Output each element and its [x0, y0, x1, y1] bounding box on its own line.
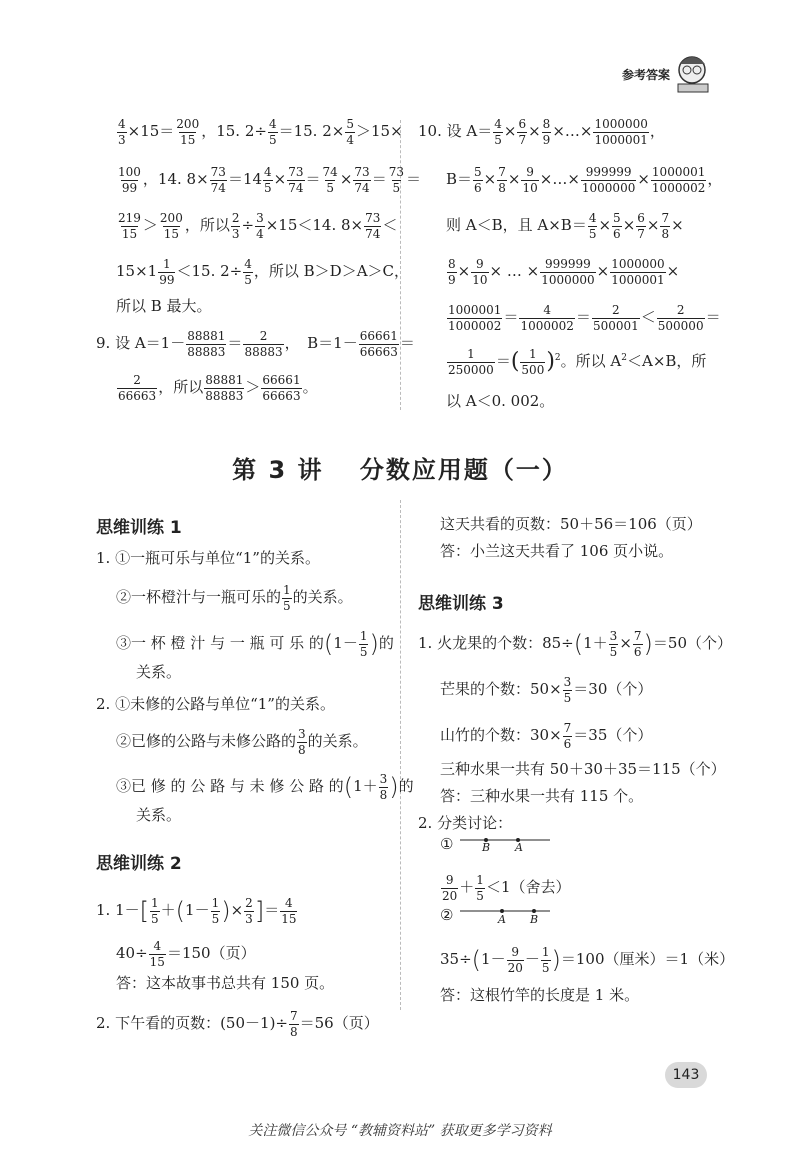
left-line-4: 关系。: [136, 663, 182, 681]
left-line-10: 40÷ $\frac{4}{15}$ ＝150（页）: [116, 939, 256, 969]
section-heading-2: 思维训练 2: [96, 854, 182, 874]
section-heading-1: 思维训练 1: [96, 518, 182, 538]
top-right-line-3: 则 A＜B，且 A×B＝ $\frac{4}{5}$ × $\frac{5}{6}$ × $\frac{6}{7}$ × $\frac{7}{8}$ ×: [446, 211, 684, 241]
column-divider-bottom: [400, 500, 401, 1010]
top-left-line-1: $\frac{4}{3}$ ×15＝ $\frac{200}{15}$ ，15. 2÷ $\frac{4}{5}$ ＝15. 2× $\frac{5}{4}$ ＞15×: [118, 117, 403, 147]
right-line-3: 1. 火龙果的个数：85÷(1＋ $\frac{3}{5}$ × $\frac{7}{6}$ )＝50（个）: [418, 629, 732, 659]
right-line-10: 35÷(1－ $\frac{9}{20}$ － $\frac{1}{5}$ )＝100（厘米）＝1（米）: [440, 945, 735, 975]
segment-diagram-1: [458, 832, 558, 856]
left-line-12: 2. 下午看的页数：(50－1)÷ $\frac{7}{8}$ ＝56（页）: [96, 1009, 379, 1039]
top-left-line-6: 9. 设 A＝1－ $\frac{88881}{88883}$ ＝ $\frac{2}{88883}$ ， B＝1－ $\frac{66661}{66663}$ ＝: [96, 329, 415, 359]
left-line-8: 关系。: [136, 806, 182, 824]
top-right-line-4: $\frac{8}{9}$ × $\frac{9}{10}$ × … × $\frac{999999}{1000000}$ × $\frac{1000000}{1000001}$ ×: [448, 257, 680, 287]
right-line-6: 三种水果一共有 50＋30＋35＝115（个）: [440, 760, 726, 778]
left-line-6: ②已修的公路与未修公路的 $\frac{3}{8}$ 的关系。: [116, 727, 368, 757]
right-line-8: 2. 分类讨论：: [418, 814, 513, 832]
cartoon-girl-reading-icon: [672, 52, 714, 96]
left-line-5: 2. ①未修的公路与单位“1”的关系。: [96, 695, 335, 713]
left-line-3: ③一 杯 橙 汁 与 一 瓶 可 乐 的(1－ $\frac{1}{5}$ )的: [116, 629, 394, 659]
segment-1-label-b: B: [482, 841, 491, 854]
top-right-line-7: 以 A＜0. 002。: [446, 392, 555, 410]
top-right-line-1: 10. 设 A＝ $\frac{4}{5}$ × $\frac{6}{7}$ × $\frac{8}{9}$ ×…× $\frac{1000000}{1000001}$ ，: [418, 117, 665, 147]
segment-1-marker: ①: [440, 835, 454, 853]
section-heading-3: 思维训练 3: [418, 594, 504, 614]
segment-2-label-b: B: [530, 913, 539, 926]
segment-2-label-a: A: [498, 913, 506, 926]
top-right-line-2: B＝ $\frac{5}{6}$ × $\frac{7}{8}$ × $\frac{9}{10}$ ×…× $\frac{999999}{1000000}$ × $\frac{1000001}{1000002}$ ，: [446, 165, 723, 195]
right-line-2: 答：小兰这天共看了 106 页小说。: [440, 542, 674, 560]
page-number: 143: [665, 1062, 707, 1088]
left-line-7: ③已 修 的 公 路 与 未 修 公 路 的(1＋ $\frac{3}{8}$ )的: [116, 772, 414, 802]
header-label: 参考答案: [622, 68, 671, 82]
right-line-1: 这天共看的页数：50＋56＝106（页）: [440, 515, 702, 533]
top-left-line-4: 15×1 $\frac{1}{99}$ ＜15. 2÷ $\frac{4}{5}$ ，所以 B＞D＞A＞C，: [116, 257, 410, 287]
top-left-line-2: $\frac{100}{99}$ ，14. 8× $\frac{73}{74}$ ＝14 $\frac{4}{5}$ × $\frac{73}{74}$ ＝ $\frac{74}{5}$ × $\frac{73}{74}$ ＝ $\frac{73}{5}$ ＝: [118, 165, 421, 195]
top-left-line-5: 所以 B 最大。: [116, 297, 212, 315]
right-line-7: 答：三种水果一共有 115 个。: [440, 787, 644, 805]
chapter-title: 第 3 讲 分数应用题（一）: [232, 456, 568, 484]
right-line-5: 山竹的个数：30× $\frac{7}{6}$ ＝35（个）: [440, 721, 653, 751]
top-left-line-7: $\frac{2}{66663}$ ，所以 $\frac{88881}{88883}$ ＞ $\frac{66661}{66663}$ 。: [118, 373, 318, 403]
top-left-line-3: $\frac{219}{15}$ ＞ $\frac{200}{15}$ ，所以 $\frac{2}{3}$ ÷ $\frac{3}{4}$ ×15＜14. 8× $\frac{73}{74}$ ＜: [118, 211, 398, 241]
right-line-4: 芒果的个数：50× $\frac{3}{5}$ ＝30（个）: [440, 675, 653, 705]
left-line-11: 答：这本故事书总共有 150 页。: [116, 974, 335, 992]
segment-2-marker: ②: [440, 906, 454, 924]
left-line-2: ②一杯橙汁与一瓶可乐的 $\frac{1}{5}$ 的关系。: [116, 583, 353, 613]
left-line-1: 1. ①一瓶可乐与单位“1”的关系。: [96, 549, 320, 567]
left-line-9: 1. 1－[ $\frac{1}{5}$ ＋(1－ $\frac{1}{5}$ )× $\frac{2}{3}$ ]＝ $\frac{4}{15}$: [96, 896, 297, 926]
footer-note: 关注微信公众号 “教辅资料站” 获取更多学习资料: [248, 1123, 552, 1139]
right-line-11: 答：这根竹竿的长度是 1 米。: [440, 986, 640, 1004]
top-right-line-6: $\frac{1}{250000}$ ＝( $\frac{1}{500}$ )$^2$。所以 $A^2<A\times B$，所: [448, 347, 707, 377]
segment-1-label-a: A: [515, 841, 523, 854]
segment-diagram-2: [458, 903, 558, 927]
top-right-line-5: $\frac{1000001}{1000002}$ ＝ $\frac{4}{1000002}$ ＝ $\frac{2}{500001}$ ＜ $\frac{2}{500000}$ ＝: [448, 303, 721, 333]
right-line-9: $\frac{9}{20}$ ＋ $\frac{1}{5}$ ＜1（舍去）: [442, 873, 571, 903]
